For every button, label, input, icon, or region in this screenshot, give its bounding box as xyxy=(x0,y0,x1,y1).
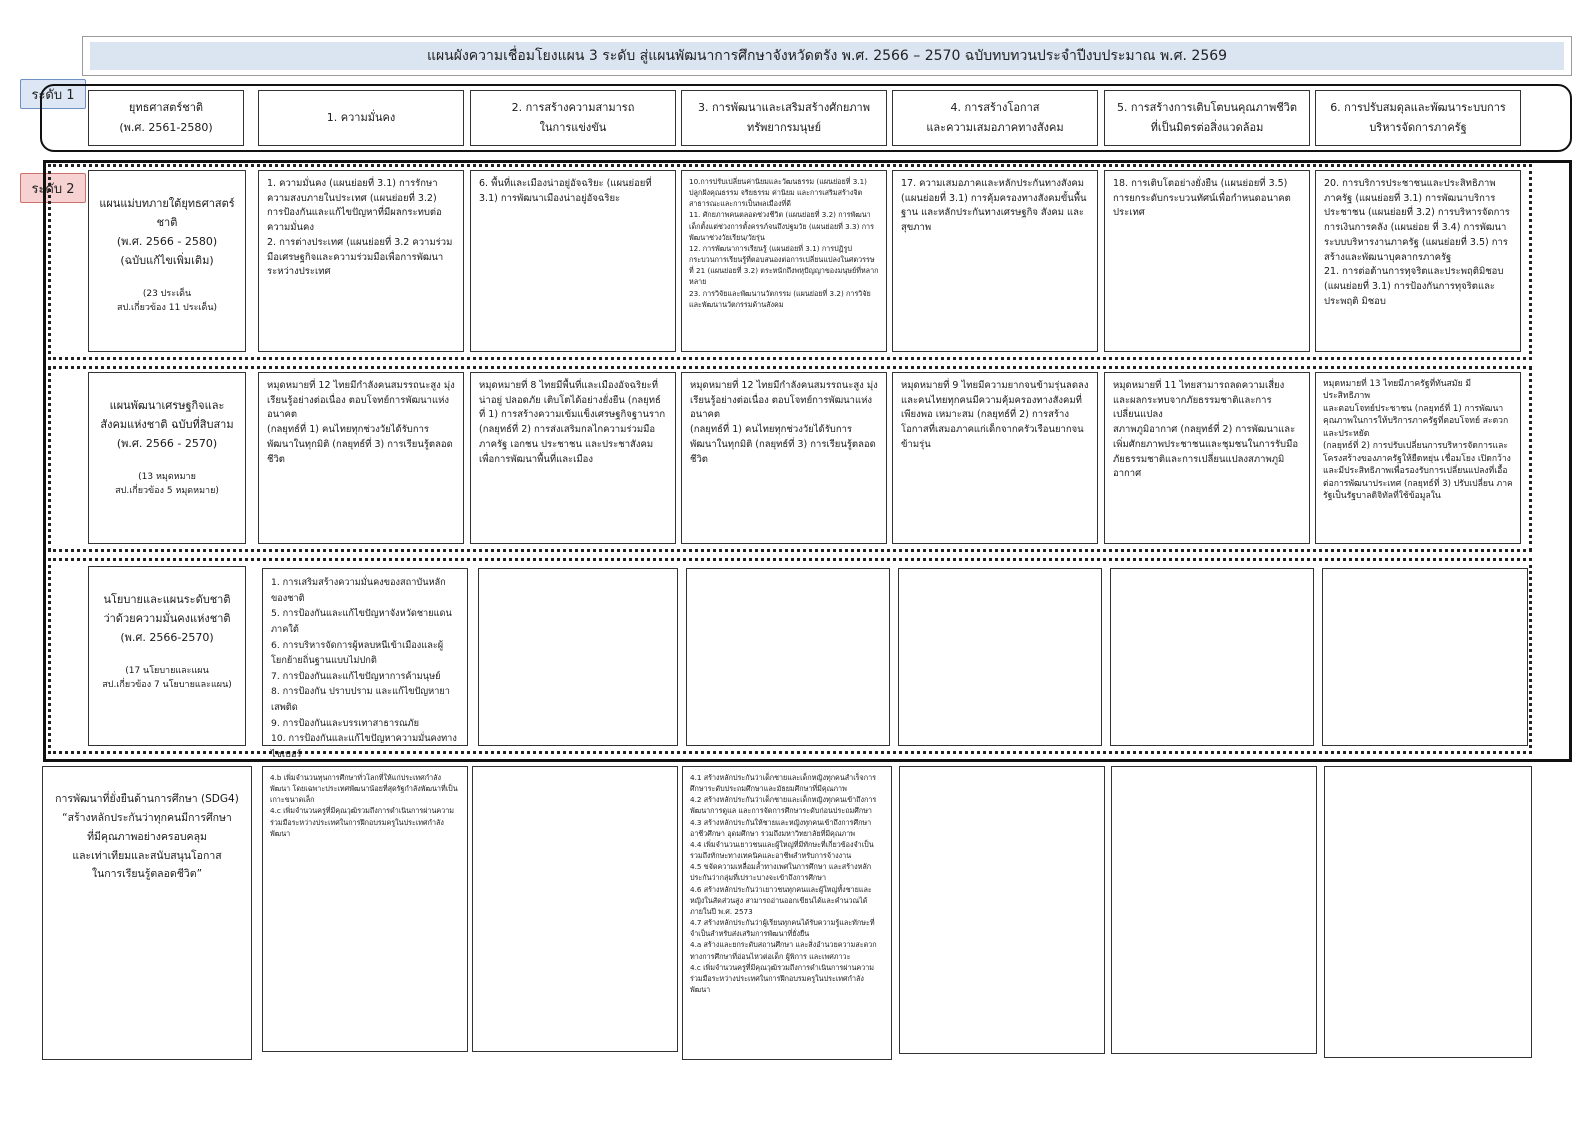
security-cell-1: 1. การเสริมสร้างความมั่นคงของสถาบันหลักของชาติ 5. การป้องกันและแก้ไขปัญหาจังหวัดชายแดนภาคใต้ 6. การบริหารจัดการผู้หลบหนีเข้าเมืองและผู้โยกย้ายถิ่นฐานแบบไม่ปกติ 7. การป้องกันและแก้ไขปัญหาการค้ามนุษย์ 8. การป้องกัน ปราบปราม และแก้ไขปัญหายาเสพติด 9. การป้องกันและบรรเทาสาธารณภัย 10. การป้องกันและแก้ไขปัญหาความมั่นคงทางไซเบอร์ xyxy=(262,568,468,746)
strategy-4: 4. การสร้างโอกาส และความเสมอภาคทางสังคม xyxy=(892,90,1098,146)
masterplan-cell-2: 6. พื้นที่และเมืองน่าอยู่อัจฉริยะ (แผนย่อยที่ 3.1) การพัฒนาเมืองน่าอยู่อัจฉริยะ xyxy=(470,170,676,352)
security-cell-2 xyxy=(478,568,678,746)
masterplan-label-main: แผนแม่บทภายใต้ยุทธศาสตร์ชาติ (พ.ศ. 2566 - 2580) (ฉบับแก้ไขเพิ่มเติม) xyxy=(99,196,235,268)
page-title: แผนผังความเชื่อมโยงแผน 3 ระดับ สู่แผนพัฒนาการศึกษาจังหวัดตรัง พ.ศ. 2566 – 2570 ฉบับทบทวนประจำปีงบประมาณ พ.ศ. 2569 xyxy=(90,42,1564,70)
sdg-cell-3: 4.1 สร้างหลักประกันว่าเด็กชายและเด็กหญิงทุกคนสำเร็จการศึกษาระดับประถมศึกษาและมัธยมศึกษาที่มีคุณภาพ 4.2 สร้างหลักประกันว่าเด็กชายและเด็กหญิงทุกคนเข้าถึงการพัฒนาการดูแล และการจัดการศึกษาระดับก่อนประถมศึกษา 4.3 สร้างหลักประกันให้ชายและหญิงทุกคนเข้าถึงการศึกษาอาชีวศึกษา อุดมศึกษา รวมถึงมหาวิทยาลัยที่มีคุณภาพ 4.4 เพิ่มจำนวนเยาวชนและผู้ใหญ่ที่มีทักษะที่เกี่ยวข้องจำเป็น รวมถึงทักษะทางเทคนิคและอาชีพสำหรับการจ้างงาน 4.5 ขจัดความเหลื่อมล้ำทางเพศในการศึกษา และสร้างหลักประกันว่ากลุ่มที่เปราะบางจะเข้าถึงการศึกษา 4.6 สร้างหลักประกันว่าเยาวชนทุกคนและผู้ใหญ่ทั้งชายและหญิงในสัดส่วนสูง สามารถอ่านออกเขียนได้และคำนวณได้ภายในปี พ.ศ. 2573 4.7 สร้างหลักประกันว่าผู้เรียนทุกคนได้รับความรู้และทักษะที่จำเป็นสำหรับส่งเสริมการพัฒนาที่ยั่งยืน 4.a สร้างและยกระดับสถานศึกษา และสิ่งอำนวยความสะดวกทางการศึกษาที่อ่อนไหวต่อเด็ก ผู้พิการ และเพศภาวะ 4.c เพิ่มจำนวนครูที่มีคุณวุฒิรวมถึงการดำเนินการผ่านความร่วมมือระหว่างประเทศในการฝึกอบรมครูในประเทศกำลังพัฒนา xyxy=(682,766,892,1060)
sdg-cell-1: 4.b เพิ่มจำนวนทุนการศึกษาทั่วโลกที่ให้แก่ประเทศกำลังพัฒนา โดยเฉพาะประเทศพัฒนาน้อยที่สุดรัฐกำลังพัฒนาที่เป็นเกาะขนาดเล็ก 4.c เพิ่มจำนวนครูที่มีคุณวุฒิรวมถึงการดำเนินการผ่านความร่วมมือระหว่างประเทศในการฝึกอบรมครูในประเทศกำลังพัฒนา xyxy=(262,766,468,1052)
title-banner xyxy=(82,36,1572,76)
sdg-cell-5 xyxy=(1111,766,1317,1054)
economic-plan-label xyxy=(88,372,246,544)
masterplan-cell-1: 1. ความมั่นคง (แผนย่อยที่ 3.1) การรักษาความสงบภายในประเทศ (แผนย่อยที่ 3.2) การป้องกันและแก้ไขปัญหาที่มีผลกระทบต่อความมั่นคง 2. การต่างประเทศ (แผนย่อยที่ 3.2 ความร่วมมือเศรษฐกิจและความร่วมมือเพื่อการพัฒนาระหว่างประเทศ xyxy=(258,170,464,352)
security-policy-label-main: นโยบายและแผนระดับชาติ ว่าด้วยความมั่นคงแห่งชาติ (พ.ศ. 2566-2570) xyxy=(103,592,231,644)
economic-cell-6: หมุดหมายที่ 13 ไทยมีภาครัฐที่ทันสมัย มีประสิทธิภาพ และตอบโจทย์ประชาชน (กลยุทธ์ที่ 1) การพัฒนาคุณภาพในการให้บริการภาครัฐที่ตอบโจทย์ สะดวกและประหยัด (กลยุทธ์ที่ 2) การปรับเปลี่ยนการบริหารจัดการและโครงสร้างของภาครัฐให้ยืดหยุ่น เชื่อมโยง เปิดกว้าง และมีประสิทธิภาพเพื่อรองรับการเปลี่ยนแปลงที่เอื้อต่อการพัฒนาประเทศ (กลยุทธ์ที่ 3) ปรับเปลี่ยน ภาครัฐเป็นรัฐบาลดิจิทัลที่ใช้ข้อมูลใน xyxy=(1315,372,1521,544)
security-policy-label xyxy=(88,566,246,746)
masterplan-cell-6: 20. การบริการประชาชนและประสิทธิภาพภาครัฐ (แผนย่อยที่ 3.1) การพัฒนาบริการประชาชน (แผนย่อยที่ 3.2) การบริหารจัดการการเงินการคลัง (แผนย่อย ที่ 3.4) การพัฒนาระบบบริหารงานภาครัฐ (แผนย่อยที่ 3.5) การสร้างและพัฒนาบุคลากรภาครัฐ 21. การต่อต้านการทุจริตและประพฤติมิชอบ (แผนย่อยที่ 3.1) การป้องกันการทุจริตและประพฤติ มิชอบ xyxy=(1315,170,1521,352)
economic-cell-2: หมุดหมายที่ 8 ไทยมีพื้นที่และเมืองอัจฉริยะที่น่าอยู่ ปลอดภัย เติบโตได้อย่างยั่งยืน (กลยุทธ์ที่ 1) การสร้างความเข้มแข็งเศรษฐกิจฐานราก (กลยุทธ์ที่ 2) การส่งเสริมกลไกความร่วมมือภาครัฐ เอกชน ประชาชน และประชาสังคมเพื่อการพัฒนาพื้นที่และเมือง xyxy=(470,372,676,544)
masterplan-label xyxy=(88,170,246,352)
masterplan-cell-3: 10.การปรับเปลี่ยนค่านิยมและวัฒนธรรม (แผนย่อยที่ 3.1) ปลูกฝังคุณธรรม จริยธรรม ค่านิยม และการเสริมสร้างจิตสาธารณะและการเป็นพลเมืองที่ดี 11. ศักยภาพคนตลอดช่วงชีวิต (แผนย่อยที่ 3.2) การพัฒนาเด็กตั้งแต่ช่วงการตั้งครรภ์จนถึงปฐมวัย (แผนย่อยที่ 3.3) การพัฒนาช่วงวัยเรียน/วัยรุ่น 12. การพัฒนาการเรียนรู้ (แผนย่อยที่ 3.1) การปฏิรูปกระบวนการเรียนรู้ที่ตอบสนองต่อการเปลี่ยนแปลงในศตวรรษที่ 21 (แผนย่อยที่ 3.2) ตระหนักถึงพหุปัญญาของมนุษย์ที่หลากหลาย 23. การวิจัยและพัฒนานวัตกรรม (แผนย่อยที่ 3.2) การวิจัยและพัฒนานวัตกรรมด้านสังคม xyxy=(681,170,887,352)
security-cell-3 xyxy=(686,568,890,746)
economic-plan-label-sub: (13 หมุดหมาย สป.เกี่ยวข้อง 5 หมุดหมาย) xyxy=(115,471,219,497)
strategy-2: 2. การสร้างความสามารถ ในการแข่งขัน xyxy=(470,90,676,146)
sdg-cell-6 xyxy=(1324,766,1532,1058)
security-cell-6 xyxy=(1322,568,1528,746)
security-cell-4 xyxy=(898,568,1102,746)
level1-tag: ระดับ 1 xyxy=(20,79,86,109)
sdg4-label: การพัฒนาที่ยั่งยืนด้านการศึกษา (SDG4) “สร้างหลักประกันว่าทุกคนมีการศึกษา ที่มีคุณภาพอย่างครอบคลุม และเท่าเทียมและสนับสนุนโอกาส ในการเรียนรู้ตลอดชีวิต” xyxy=(42,766,252,1060)
economic-cell-4: หมุดหมายที่ 9 ไทยมีความยากจนข้ามรุ่นลดลงและคนไทยทุกคนมีความคุ้มครองทางสังคมที่เพียงพอ เหมาะสม (กลยุทธ์ที่ 2) การสร้างโอกาสที่เสมอภาคแก่เด็กจากครัวเรือนยากจนข้ามรุ่น xyxy=(892,372,1098,544)
economic-cell-5: หมุดหมายที่ 11 ไทยสามารถลดความเสี่ยงและผลกระทบจากภัยธรรมชาติและการเปลี่ยนแปลง สภาพภูมิอากาศ (กลยุทธ์ที่ 2) การพัฒนาและเพิ่มศักยภาพประชาชนและชุมชนในการรับมือ ภัยธรรมชาติและการเปลี่ยนแปลงสภาพภูมิอากาศ xyxy=(1104,372,1310,544)
security-policy-label-sub: (17 นโยบายและแผน สป.เกี่ยวข้อง 7 นโยบายและแผน) xyxy=(102,665,232,691)
economic-plan-label-main: แผนพัฒนาเศรษฐกิจและ สังคมแห่งชาติ ฉบับที่สิบสาม (พ.ศ. 2566 - 2570) xyxy=(100,398,234,450)
sdg-cell-2 xyxy=(472,766,678,1052)
strategy-3: 3. การพัฒนาและเสริมสร้างศักยภาพ ทรัพยากรมนุษย์ xyxy=(681,90,887,146)
masterplan-cell-5: 18. การเติบโตอย่างยั่งยืน (แผนย่อยที่ 3.5) การยกระดับกระบวนทัศน์เพื่อกำหนดอนาคตประเทศ xyxy=(1104,170,1310,352)
masterplan-label-sub: (23 ประเด็น สป.เกี่ยวข้อง 11 ประเด็น) xyxy=(116,289,217,314)
strategy-1: 1. ความมั่นคง xyxy=(258,90,464,146)
sdg-cell-4 xyxy=(899,766,1105,1054)
strategy-6: 6. การปรับสมดุลและพัฒนาระบบการ บริหารจัดการภาครัฐ xyxy=(1315,90,1521,146)
level2-tag: ระดับ 2 xyxy=(20,173,86,203)
strategy-5: 5. การสร้างการเติบโตบนคุณภาพชีวิต ที่เป็นมิตรต่อสิ่งแวดล้อม xyxy=(1104,90,1310,146)
economic-cell-3: หมุดหมายที่ 12 ไทยมีกำลังคนสมรรถนะสูง มุ่งเรียนรู้อย่างต่อเนื่อง ตอบโจทย์การพัฒนาแห่งอนาคต (กลยุทธ์ที่ 1) คนไทยทุกช่วงวัยได้รับการพัฒนาในทุกมิติ (กลยุทธ์ที่ 3) การเรียนรู้ตลอดชีวิต xyxy=(681,372,887,544)
masterplan-cell-4: 17. ความเสมอภาคและหลักประกันทางสังคม (แผนย่อยที่ 3.1) การคุ้มครองทางสังคมขั้นพื้นฐาน และหลักประกันทางเศรษฐกิจ สังคม และสุขภาพ xyxy=(892,170,1098,352)
security-cell-5 xyxy=(1110,568,1314,746)
economic-cell-1: หมุดหมายที่ 12 ไทยมีกำลังคนสมรรถนะสูง มุ่งเรียนรู้อย่างต่อเนื่อง ตอบโจทย์การพัฒนาแห่งอนาคต (กลยุทธ์ที่ 1) คนไทยทุกช่วงวัยได้รับการพัฒนาในทุกมิติ (กลยุทธ์ที่ 3) การเรียนรู้ตลอดชีวิต xyxy=(258,372,464,544)
level1-label: ยุทธศาสตร์ชาติ (พ.ศ. 2561-2580) xyxy=(88,90,244,146)
